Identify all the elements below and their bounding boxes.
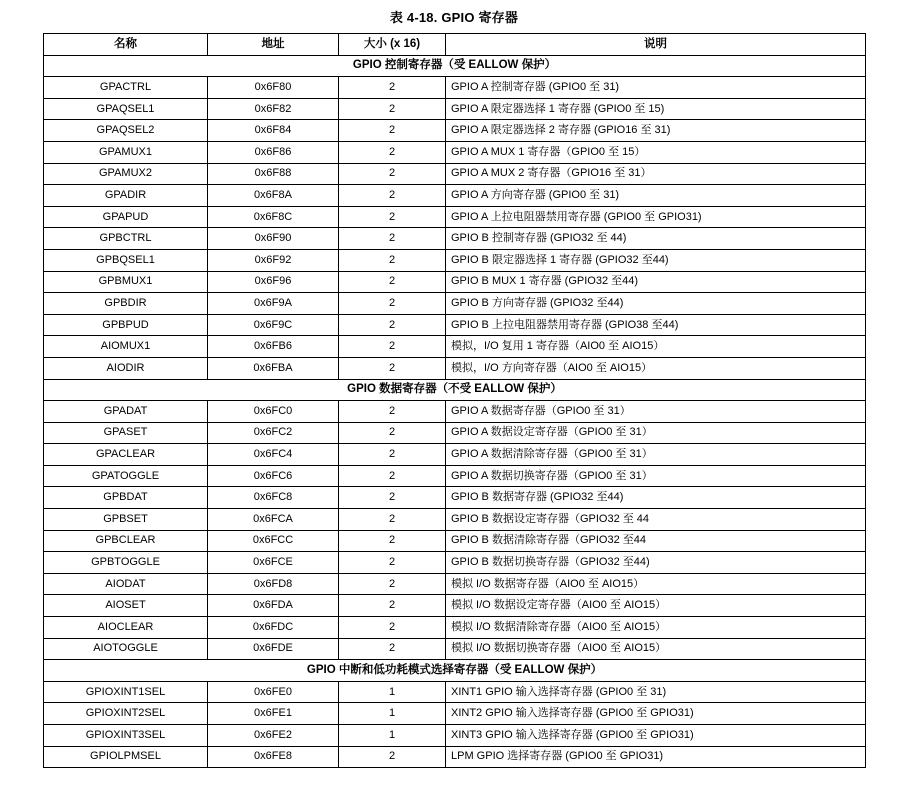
table-header [44, 34, 866, 56]
register-name-cell: GPAPUD [44, 206, 208, 228]
register-name-cell: AIODIR [44, 357, 208, 379]
register-description-cell: XINT2 GPIO 输入选择寄存器 (GPIO0 至 GPIO31) [446, 703, 866, 725]
table-row [44, 271, 866, 293]
register-address-cell: 0x6FDC [208, 617, 339, 639]
register-description-cell: GPIO B 数据清除寄存器（GPIO32 至44 [446, 530, 866, 552]
register-description-cell: LPM GPIO 选择寄存器 (GPIO0 至 GPIO31) [446, 746, 866, 768]
table-row [44, 746, 866, 768]
register-name-cell: AIOTOGGLE [44, 638, 208, 660]
register-address-cell: 0x6F90 [208, 228, 339, 250]
register-description-cell: 模拟，I/O 复用 1 寄存器（AIO0 至 AIO15） [446, 336, 866, 358]
register-description-cell: GPIO A 限定器选择 1 寄存器 (GPIO0 至 15) [446, 98, 866, 120]
register-name-cell: GPBMUX1 [44, 271, 208, 293]
register-size-cell: 2 [339, 336, 446, 358]
register-description-cell: GPIO A 方向寄存器 (GPIO0 至 31) [446, 185, 866, 207]
section-header-row [44, 660, 866, 682]
register-name-cell: AIOMUX1 [44, 336, 208, 358]
register-address-cell: 0x6F96 [208, 271, 339, 293]
register-size-cell: 2 [339, 357, 446, 379]
register-description-cell: GPIO B 数据寄存器 (GPIO32 至44) [446, 487, 866, 509]
register-name-cell: AIODAT [44, 573, 208, 595]
register-address-cell: 0x6FC0 [208, 401, 339, 423]
register-name-cell: GPAMUX2 [44, 163, 208, 185]
table-row [44, 509, 866, 531]
register-size-cell: 2 [339, 120, 446, 142]
table-row [44, 465, 866, 487]
register-size-cell: 2 [339, 617, 446, 639]
table-row [44, 77, 866, 99]
register-name-cell: GPBDIR [44, 293, 208, 315]
register-name-cell: GPADIR [44, 185, 208, 207]
register-address-cell: 0x6F92 [208, 249, 339, 271]
register-name-cell: GPIOXINT2SEL [44, 703, 208, 725]
register-size-cell: 2 [339, 595, 446, 617]
table-row [44, 422, 866, 444]
register-size-cell: 2 [339, 530, 446, 552]
register-name-cell: GPAQSEL1 [44, 98, 208, 120]
table-row [44, 638, 866, 660]
register-address-cell: 0x6FE8 [208, 746, 339, 768]
register-name-cell: GPACTRL [44, 77, 208, 99]
register-name-cell: GPBSET [44, 509, 208, 531]
register-name-cell: GPAQSEL2 [44, 120, 208, 142]
register-address-cell: 0x6FCE [208, 552, 339, 574]
register-name-cell: GPBPUD [44, 314, 208, 336]
register-address-cell: 0x6F9C [208, 314, 339, 336]
register-size-cell: 2 [339, 163, 446, 185]
section-header-row [44, 379, 866, 401]
register-description-cell: GPIO A MUX 2 寄存器（GPIO16 至 31） [446, 163, 866, 185]
register-address-cell: 0x6FDE [208, 638, 339, 660]
table-title: 表 4-18. GPIO 寄存器 [389, 10, 519, 25]
register-size-cell: 2 [339, 401, 446, 423]
register-address-cell: 0x6F8C [208, 206, 339, 228]
register-name-cell: AIOCLEAR [44, 617, 208, 639]
register-address-cell: 0x6FCC [208, 530, 339, 552]
table-row [44, 185, 866, 207]
column-header-2: 大小 (x 16) [339, 34, 446, 56]
register-size-cell: 2 [339, 509, 446, 531]
register-address-cell: 0x6F82 [208, 98, 339, 120]
register-name-cell: GPBCTRL [44, 228, 208, 250]
register-name-cell: GPBQSEL1 [44, 249, 208, 271]
register-description-cell: GPIO A 上拉电阻器禁用寄存器 (GPIO0 至 GPIO31) [446, 206, 866, 228]
register-size-cell: 2 [339, 206, 446, 228]
register-size-cell: 2 [339, 77, 446, 99]
register-description-cell: GPIO A 数据设定寄存器（GPIO0 至 31） [446, 422, 866, 444]
register-size-cell: 2 [339, 185, 446, 207]
register-size-cell: 1 [339, 725, 446, 747]
register-description-cell: XINT1 GPIO 输入选择寄存器 (GPIO0 至 31) [446, 681, 866, 703]
register-size-cell: 2 [339, 573, 446, 595]
table-row [44, 530, 866, 552]
register-address-cell: 0x6FDA [208, 595, 339, 617]
column-header-1: 地址 [208, 34, 339, 56]
register-size-cell: 2 [339, 314, 446, 336]
register-address-cell: 0x6FD8 [208, 573, 339, 595]
table-row [44, 595, 866, 617]
table-row [44, 703, 866, 725]
register-name-cell: GPBTOGGLE [44, 552, 208, 574]
column-header-0: 名称 [44, 34, 208, 56]
table-row [44, 336, 866, 358]
table-row [44, 228, 866, 250]
gpio-register-table [43, 33, 866, 768]
register-description-cell: GPIO B 上拉电阻器禁用寄存器 (GPIO38 至44) [446, 314, 866, 336]
register-description-cell: GPIO B MUX 1 寄存器 (GPIO32 至44) [446, 271, 866, 293]
register-description-cell: GPIO B 数据切换寄存器（GPIO32 至44) [446, 552, 866, 574]
table-row [44, 206, 866, 228]
register-description-cell: 模拟，I/O 方向寄存器（AIO0 至 AIO15） [446, 357, 866, 379]
column-header-row [44, 34, 866, 56]
table-row [44, 681, 866, 703]
register-address-cell: 0x6F86 [208, 141, 339, 163]
register-address-cell: 0x6FC4 [208, 444, 339, 466]
register-address-cell: 0x6FE2 [208, 725, 339, 747]
table-row [44, 573, 866, 595]
register-name-cell: GPBCLEAR [44, 530, 208, 552]
register-address-cell: 0x6F84 [208, 120, 339, 142]
section-header-cell: GPIO 中断和低功耗模式选择寄存器（受 EALLOW 保护） [44, 660, 866, 682]
register-address-cell: 0x6F80 [208, 77, 339, 99]
register-size-cell: 2 [339, 141, 446, 163]
register-description-cell: GPIO A 限定器选择 2 寄存器 (GPIO16 至 31) [446, 120, 866, 142]
register-name-cell: AIOSET [44, 595, 208, 617]
register-size-cell: 2 [339, 552, 446, 574]
register-address-cell: 0x6FBA [208, 357, 339, 379]
register-description-cell: GPIO A 数据寄存器（GPIO0 至 31） [446, 401, 866, 423]
register-size-cell: 2 [339, 422, 446, 444]
register-address-cell: 0x6FE1 [208, 703, 339, 725]
register-name-cell: GPASET [44, 422, 208, 444]
register-size-cell: 2 [339, 271, 446, 293]
register-name-cell: GPADAT [44, 401, 208, 423]
register-size-cell: 2 [339, 249, 446, 271]
register-name-cell: GPAMUX1 [44, 141, 208, 163]
register-size-cell: 2 [339, 228, 446, 250]
table-row [44, 357, 866, 379]
register-name-cell: GPATOGGLE [44, 465, 208, 487]
column-header-3: 说明 [446, 34, 866, 56]
register-address-cell: 0x6FC2 [208, 422, 339, 444]
register-description-cell: 模拟 I/O 数据寄存器（AIO0 至 AIO15） [446, 573, 866, 595]
table-row [44, 725, 866, 747]
register-name-cell: GPIOLPMSEL [44, 746, 208, 768]
register-description-cell: GPIO B 限定器选择 1 寄存器 (GPIO32 至44) [446, 249, 866, 271]
table-row [44, 487, 866, 509]
register-description-cell: 模拟 I/O 数据设定寄存器（AIO0 至 AIO15） [446, 595, 866, 617]
register-address-cell: 0x6F9A [208, 293, 339, 315]
table-row [44, 314, 866, 336]
register-size-cell: 2 [339, 293, 446, 315]
register-description-cell: 模拟 I/O 数据切换寄存器（AIO0 至 AIO15） [446, 638, 866, 660]
table-row [44, 293, 866, 315]
section-header-row [44, 55, 866, 77]
register-address-cell: 0x6FE0 [208, 681, 339, 703]
register-address-cell: 0x6FC8 [208, 487, 339, 509]
register-description-cell: GPIO B 数据设定寄存器（GPIO32 至 44 [446, 509, 866, 531]
register-description-cell: GPIO A MUX 1 寄存器（GPIO0 至 15） [446, 141, 866, 163]
register-size-cell: 2 [339, 444, 446, 466]
register-size-cell: 2 [339, 746, 446, 768]
register-size-cell: 1 [339, 703, 446, 725]
register-name-cell: GPIOXINT3SEL [44, 725, 208, 747]
register-size-cell: 2 [339, 465, 446, 487]
register-description-cell: GPIO A 数据切换寄存器（GPIO0 至 31） [446, 465, 866, 487]
register-address-cell: 0x6FB6 [208, 336, 339, 358]
register-description-cell: GPIO A 数据清除寄存器（GPIO0 至 31） [446, 444, 866, 466]
section-header-cell: GPIO 控制寄存器（受 EALLOW 保护） [44, 55, 866, 77]
table-row [44, 163, 866, 185]
register-description-cell: GPIO B 控制寄存器 (GPIO32 至 44) [446, 228, 866, 250]
table-body [44, 55, 866, 768]
register-size-cell: 2 [339, 487, 446, 509]
register-description-cell: GPIO B 方向寄存器 (GPIO32 至44) [446, 293, 866, 315]
register-address-cell: 0x6FCA [208, 509, 339, 531]
register-description-cell: XINT3 GPIO 输入选择寄存器 (GPIO0 至 GPIO31) [446, 725, 866, 747]
register-size-cell: 2 [339, 98, 446, 120]
register-description-cell: GPIO A 控制寄存器 (GPIO0 至 31) [446, 77, 866, 99]
register-description-cell: 模拟 I/O 数据清除寄存器（AIO0 至 AIO15） [446, 617, 866, 639]
register-address-cell: 0x6F88 [208, 163, 339, 185]
register-size-cell: 1 [339, 681, 446, 703]
table-row [44, 617, 866, 639]
table-row [44, 98, 866, 120]
table-row [44, 401, 866, 423]
table-row [44, 552, 866, 574]
table-row [44, 249, 866, 271]
register-name-cell: GPIOXINT1SEL [44, 681, 208, 703]
table-row [44, 141, 866, 163]
register-size-cell: 2 [339, 638, 446, 660]
register-address-cell: 0x6F8A [208, 185, 339, 207]
register-name-cell: GPBDAT [44, 487, 208, 509]
section-header-cell: GPIO 数据寄存器（不受 EALLOW 保护） [44, 379, 866, 401]
register-address-cell: 0x6FC6 [208, 465, 339, 487]
table-row [44, 120, 866, 142]
table-row [44, 444, 866, 466]
register-name-cell: GPACLEAR [44, 444, 208, 466]
